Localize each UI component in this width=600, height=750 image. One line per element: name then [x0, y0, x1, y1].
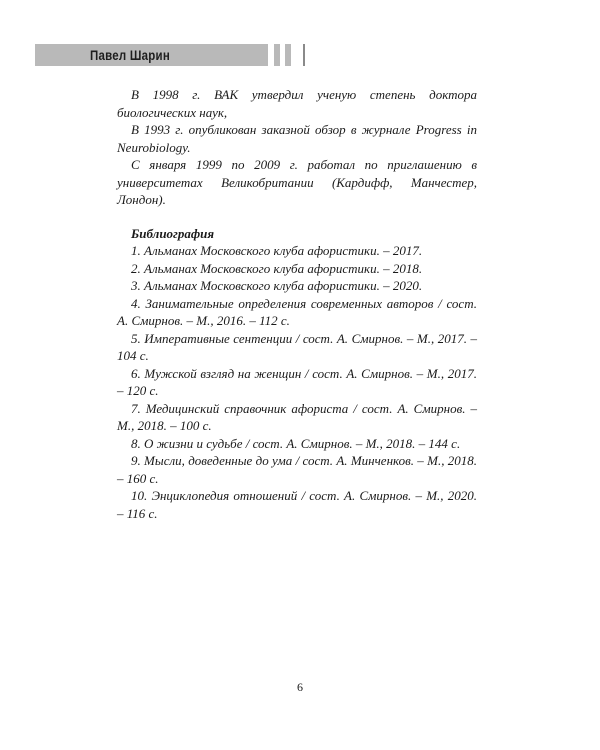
bibliography-item: 2. Альманах Московского клуба афористики. – 2018.: [131, 260, 423, 276]
bio-paragraph: В 1993 г. опубликован заказной обзор в журнале Progress in Neurobiology.: [117, 122, 477, 155]
bibliography-item: 8. О жизни и судьбе / сост. А. Смирнов. – М., 2018. – 144 с.: [131, 435, 461, 451]
bibliography-item: 3. Альманах Московского клуба афористики. – 2020.: [131, 278, 423, 293]
bio-paragraph: С января 1999 по 2009 г. работал по приглашению в университетах Великобритании (Кардифф, Манчестер, Лондон).: [117, 157, 477, 207]
bibliography-item: 5. Императивные сентенции / сост. А. Смирнов. – М., 2017. – 104 с.: [117, 330, 477, 363]
header-author: Павел Шарин: [90, 47, 171, 63]
header-decoration-line: [303, 44, 305, 66]
bibliography-item: 10. Энциклопедия отношений / сост. А. Смирнов. – М., 2020. – 116 с.: [117, 488, 477, 521]
bibliography-item: 7. Медицинский справочник афориста / сост. А. Смирнов. – М., 2018. – 100 с.: [117, 400, 477, 433]
header-decoration-bar: [274, 44, 280, 66]
header-decoration-bar: [285, 44, 291, 66]
bibliography-item: 9. Мысли, доведенные до ума / сост. А. Минченков. – М., 2018. – 160 с.: [117, 453, 477, 486]
bio-paragraph: В 1998 г. ВАК утвердил ученую степень доктора биологических наук,: [117, 87, 477, 120]
bibliography-item: 6. Мужской взгляд на женщин / сост. А. Смирнов. – М., 2017. – 120 с.: [117, 365, 477, 398]
bibliography-heading: Библиография: [131, 225, 215, 241]
page-content: [117, 86, 477, 522]
page-number: 6: [297, 680, 303, 694]
bibliography-item: 1. Альманах Московского клуба афористики. – 2017.: [131, 243, 423, 258]
bibliography-item: 4. Занимательные определения современных авторов / сост. А. Смирнов. – М., 2016. – 112 с.: [117, 295, 477, 328]
